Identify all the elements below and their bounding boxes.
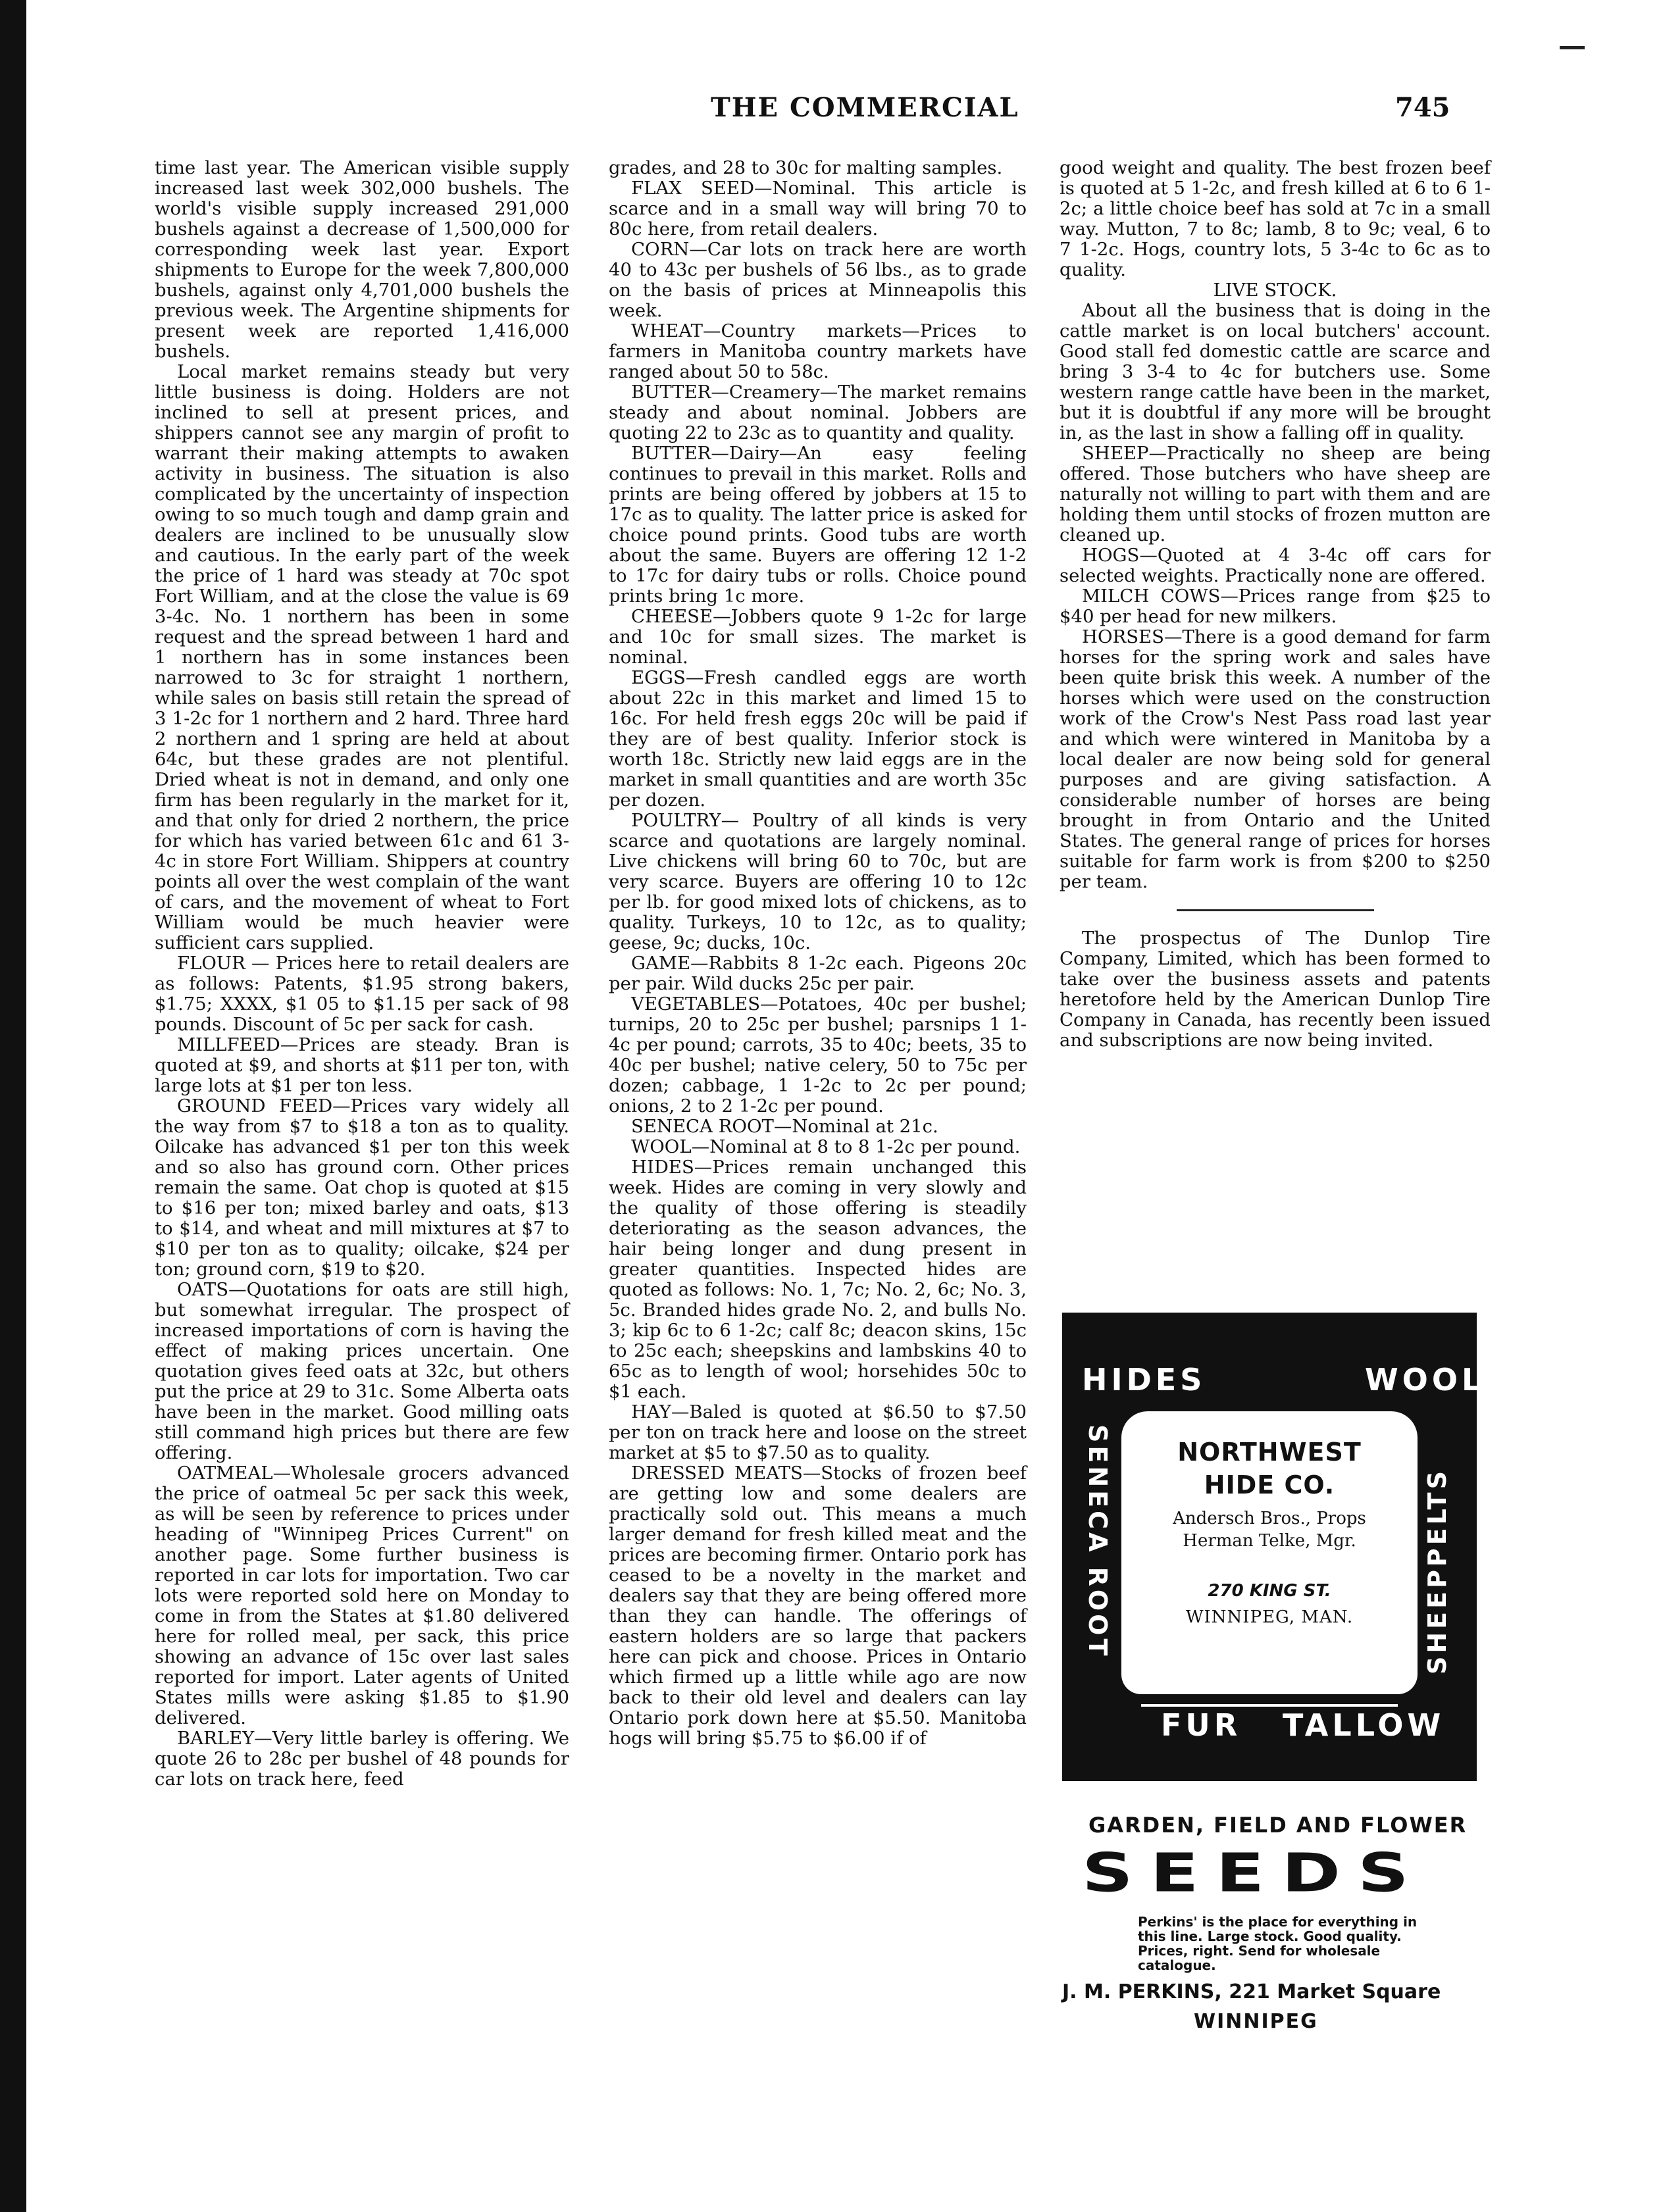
paragraph: MILLFEED—Prices are steady. Bran is quoted at $9, and shorts at $11 per ton, with large lots at $1 per ton less. <box>155 1034 569 1096</box>
northwest-hide-co-advertisement <box>1062 1313 1485 1781</box>
paragraph: The prospectus of The Dunlop Tire Company, Limited, which has been formed to take over the business assets and patents heretofore held by the American Dunlop Tire Company in Canada, has recently been issued and subscriptions are now being invited. <box>1060 928 1491 1051</box>
paragraph: WOOL—Nominal at 8 to 8 1-2c per pound. <box>631 1136 1021 1157</box>
paragraph: grades, and 28 to 30c for malting samples. <box>609 157 1003 178</box>
seeds-city: WINNIPEG <box>1194 2010 1318 2033</box>
paragraph: HORSES—There is a good demand for farm horses for the spring work and sales have been quite brisk this week. A number of the horses which were used on the construction work of the Crow's Nest Pass road last year and which were wintered in Manitoba by a local dealer are now being sold for general purposes and are giving satisfaction. A considerable number of horses are being brought in from Ontario and the United States. The general range of prices for horses suitable for farm work is from $200 to $250 per team. <box>1060 626 1491 892</box>
seeds-tagline: GARDEN, FIELD AND FLOWER <box>1088 1813 1468 1838</box>
publication-title: THE COMMERCIAL <box>711 92 1019 123</box>
paragraph: GROUND FEED—Prices vary widely all the way from $7 to $18 a ton as to quality. Oilcake has advanced $1 per ton this week and so also has ground corn. Other prices remain the same. Oat chop is quoted at $15 to $16 per ton; mixed barley and oats, $13 to $14, and wheat and mill mixtures at $7 to $10 per ton as to quality; oilcake, $24 per ton; ground corn, $19 to $20. <box>155 1095 569 1280</box>
paragraph: About all the business that is doing in the cattle market is on local butchers' account. Good stall fed domestic cattle are scarce and bring 3 3-4 to 4c for butchers use. Some western range cattle have been in the market, but it is doubtful if any more will be brought in, as the last in show a falling off in quality. <box>1060 300 1491 443</box>
ad-street: 270 KING ST. <box>1208 1581 1331 1601</box>
paragraph: BUTTER—Dairy—An easy feeling continues to prevail in this market. Rolls and prints are being offered by jobbers at 15 to 17c as to quality. The latter price is asked for choice pound prints. Good tubs are worth about the same. Buyers are offering 12 1-2 to 17c for dairy tubs or rolls. Choice pound prints bring 1c more. <box>609 443 1027 607</box>
ad-manager: Herman Telke, Mgr. <box>1183 1531 1356 1551</box>
paragraph: CORN—Car lots on track here are worth 40 to 43c per bushels of 56 lbs., as to grade on the basis of prices at Minneapolis this week. <box>609 239 1027 321</box>
paragraph: HIDES—Prices remain unchanged this week. Hides are coming in very slowly and the quality of those offering is steadily deteriorating as the season advances, the hair being longer and dung present in greater quantities. Inspected hides are quoted as follows: No. 1, 7c; No. 2, 6c; No. 3, 5c. Branded hides grade No. 2, and bulls No. 3; kip 6c to 6 1-2c; calf 8c; deacon skins, 15c to 25c each; sheepskins and lambskins 40 to 65c as to length of wool; horsehides 50c to $1 each. <box>609 1157 1027 1402</box>
ad-label-hides: HIDES <box>1082 1362 1206 1397</box>
paragraph: CHEESE—Jobbers quote 9 1-2c for large and 10c for small sizes. The market is nominal. <box>609 606 1027 668</box>
section-divider <box>1177 909 1374 911</box>
paragraph: time last year. The American visible supply increased last week 302,000 bushels. The world's visible supply increased 291,000 bushels against a decrease of 1,500,000 for corresponding week last year. Export shipments to Europe for the week 7,800,000 bushels, against only 4,701,000 bushels the previous week. The Argentine shipments for present week are reported 1,416,000 bushels. <box>155 157 569 362</box>
ad-company-name: NORTHWEST <box>1177 1438 1362 1467</box>
ad-hide-panel <box>1121 1411 1418 1694</box>
paragraph: MILCH COWS—Prices range from $25 to $40 per head for new milkers. <box>1060 586 1491 627</box>
scan-edge-bar <box>0 0 26 2212</box>
paragraph: POULTRY— Poultry of all kinds is very scarce and quotations are largely nominal. Live chickens will bring 60 to 70c, but are very scarce. Buyers are offering 10 to 12c per lb. for good mixed lots of chickens, as to quality. Turkeys, 10 to 12c, as to quality; geese, 9c; ducks, 10c. <box>609 810 1027 953</box>
ad-city: WINNIPEG, MAN. <box>1185 1607 1354 1627</box>
ad-label-tallow: TALLOW <box>1283 1707 1445 1743</box>
column-3 <box>1060 158 1491 1051</box>
paragraph: SENECA ROOT—Nominal at 21c. <box>631 1116 938 1137</box>
corner-mark <box>1560 46 1585 49</box>
ad-label-fur: FUR <box>1161 1707 1242 1743</box>
seeds-body: Perkins' is the place for everything in this line. Large stock. Good quality. Prices, right. Send for wholesale catalogue. <box>1138 1914 1418 1973</box>
page-number: 745 <box>1395 92 1450 123</box>
ad-label-wool: WOOL <box>1365 1362 1485 1397</box>
seeds-address: J. M. PERKINS, 221 Market Square <box>1062 1980 1441 2003</box>
perkins-seeds-advertisement <box>1062 1796 1483 2033</box>
column-1 <box>155 158 569 1790</box>
paragraph: HOGS—Quoted at 4 3-4c off cars for selected weights. Practically none are offered. <box>1060 545 1491 586</box>
seeds-headline: SEEDS <box>1082 1842 1426 1904</box>
column-2 <box>609 158 1027 1749</box>
paragraph: Local market remains steady but very little business is doing. Holders are not inclined to sell at present prices, and shippers cannot see any margin of profit to warrant their making attempts to awaken activity in business. The situation is also complicated by the uncertainty of inspection owing to so much tough and damp grain and dealers are inclined to be unusually slow and cautious. In the early part of the week the price of 1 hard was steady at 70c spot Fort William, and at the close the value is 69 3-4c. No. 1 northern has been in some request and the spread between 1 hard and 1 northern has in some instances been narrowed to 3c for straight 1 northern, while sales on basis still retain the spread of 3 1-2c for 1 northern and 2 hard. Three hard 2 northern and 1 spring are held at about 64c, but these grades are not plentiful. Dried wheat is not in demand, and only one firm has been regularly in the market for it, and that only for dried 2 northern, the price for which has varied between 61c and 61 3-4c in store Fort William. Shippers at country points all over the west complain of the want of cars, and the movement of wheat to Fort William would be much heavier were sufficient cars supplied. <box>155 361 569 953</box>
paragraph: EGGS—Fresh candled eggs are worth about 22c in this market and limed 15 to 16c. For held fresh eggs 20c will be paid if they are of best quality. Inferior stock is worth 18c. Strictly new laid eggs are in the market in small quantities and are worth 35c per dozen. <box>609 667 1027 811</box>
ad-label-sheeppelts: SHEEPPELTS <box>1423 1468 1452 1674</box>
section-heading: LIVE STOCK. <box>1213 280 1337 301</box>
paragraph: good weight and quality. The best frozen beef is quoted at 5 1-2c, and fresh killed at 6 to 6 1-2c; a little choice beef has sold at 7c in a small way. Mutton, 7 to 8c; lamb, 8 to 9c; veal, 6 to 7 1-2c. Hogs, country lots, 5 3-4c to 6c as to quality. <box>1060 157 1491 280</box>
paragraph: DRESSED MEATS—Stocks of frozen beef are getting low and some dealers are practically sold out. This means a much larger demand for fresh killed meat and the prices are becoming firmer. Ontario pork has ceased to be a novelty in the market and dealers say that they are being offered more than they can handle. The offerings of eastern holders are so large that packers here can pick and choose. Prices in Ontario which firmed up a little while ago are now back to their old level and dealers can lay Ontario pork down here at $5.50. Manitoba hogs will bring $5.75 to $6.00 if of <box>609 1463 1027 1749</box>
paragraph: BARLEY—Very little barley is offering. We quote 26 to 28c per bushel of 48 pounds for car lots on track here, feed <box>155 1728 569 1790</box>
paragraph: VEGETABLES—Potatoes, 40c per bushel; turnips, 20 to 25c per bushel; parsnips 1 1-4c per pound; carrots, 35 to 40c; beets, 35 to 40c per bushel; native celery, 50 to 75c per dozen; cabbage, 1 1-2c to 2c per pound; onions, 2 to 2 1-2c per pound. <box>609 993 1027 1117</box>
paragraph: WHEAT—Country markets—Prices to farmers in Manitoba country markets have ranged about 50 to 58c. <box>609 320 1027 382</box>
paragraph: HAY—Baled is quoted at $6.50 to $7.50 per ton on track here and loose on the street market at $5 to $7.50 as to quality. <box>609 1401 1027 1463</box>
paragraph: GAME—Rabbits 8 1-2c each. Pigeons 20c per pair. Wild ducks 25c per pair. <box>609 953 1027 994</box>
paragraph: FLOUR — Prices here to retail dealers are as follows: Patents, $1.95 strong bakers, $1.75; XXXX, $1 05 to $1.15 per sack of 98 pounds. Discount of 5c per sack for cash. <box>155 953 569 1035</box>
paragraph: OATS—Quotations for oats are still high, but somewhat irregular. The prospect of increased importations of corn is having the effect of making prices uncertain. One quotation gives feed oats at 32c, but others put the price at 29 to 31c. Some Alberta oats have been in the market. Good milling oats still command high prices but there are few offering. <box>155 1279 569 1463</box>
page-header <box>0 92 1661 132</box>
paragraph: FLAX SEED—Nominal. This article is scarce and in a small way will bring 70 to 80c here, from retail dealers. <box>609 178 1027 239</box>
paragraph: BUTTER—Creamery—The market remains steady and about nominal. Jobbers are quoting 22 to 23c as to quantity and quality. <box>609 382 1027 443</box>
ad-company-name-2: HIDE CO. <box>1204 1470 1335 1499</box>
paragraph: SHEEP—Practically no sheep are being offered. Those butchers who have sheep are naturally not willing to part with them and are holding them until stocks of frozen mutton are cleaned up. <box>1060 443 1491 545</box>
paragraph: OATMEAL—Wholesale grocers advanced the price of oatmeal 5c per sack this week, as will be seen by reference to prices under heading of "Winnipeg Prices Current" on another page. Some further business is reported in car lots for importation. Two car lots were reported sold here on Monday to come in from the States at $1.80 delivered here for rolled meal, per sack, this price showing an advance of 15c over last sales reported for import. Later agents of United States mills were asking $1.85 to $1.90 delivered. <box>155 1463 569 1728</box>
ad-label-seneca-root: SENECA ROOT <box>1083 1424 1112 1659</box>
ad-proprietors: Andersch Bros., Props <box>1173 1509 1366 1528</box>
